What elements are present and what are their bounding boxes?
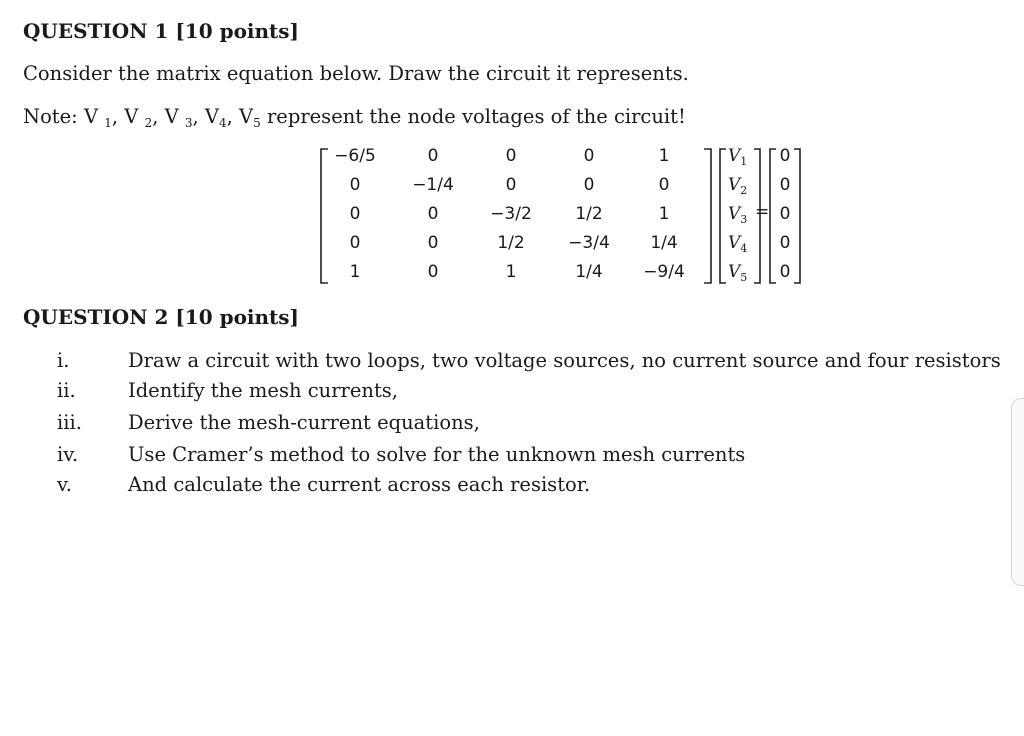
- vector-letter: V: [728, 262, 741, 282]
- matrix-cell: 0: [583, 146, 595, 166]
- vector-entry-v2: [728, 175, 747, 195]
- matrix-cell: 1/2: [575, 204, 603, 224]
- question-2-title: QUESTION 2 [10 points]: [23, 305, 300, 329]
- rhs-entry: 0: [779, 233, 791, 253]
- matrix-cell: −6/5: [334, 146, 376, 166]
- list-numeral: v.: [57, 473, 72, 496]
- matrix-right-bracket: [702, 148, 714, 284]
- vector-entry-v5: [728, 262, 747, 282]
- note-sep-2: , V: [152, 105, 185, 128]
- matrix-cell: 0: [505, 175, 517, 195]
- rhs-left-bracket: [768, 148, 778, 284]
- matrix-cell: 0: [427, 262, 439, 282]
- matrix-cell: 0: [583, 175, 595, 195]
- matrix-cell: 0: [427, 204, 439, 224]
- vector-subscript: 2: [740, 184, 748, 197]
- note-prefix: Note: V: [23, 105, 105, 128]
- list-numeral: i.: [57, 349, 70, 372]
- list-text: And calculate the current across each resistor.: [128, 473, 591, 496]
- matrix-cell: 1/2: [497, 233, 525, 253]
- vector-entry-v3: [728, 204, 747, 224]
- list-text: Use Cramer’s method to solve for the unknown mesh currents: [128, 443, 746, 466]
- rhs-entry: 0: [779, 204, 791, 224]
- equals-sign: =: [755, 202, 770, 222]
- list-text: Identify the mesh currents,: [128, 379, 398, 402]
- matrix-cell: 1: [658, 204, 670, 224]
- rhs-entry: 0: [779, 262, 791, 282]
- note-sub-5: 5: [253, 116, 261, 130]
- matrix-cell: −3/2: [490, 204, 532, 224]
- matrix-cell: −1/4: [412, 175, 454, 195]
- list-text: Draw a circuit with two loops, two voltage sources, no current source and four resistors: [128, 349, 1001, 372]
- note-sub-4: 4: [219, 116, 227, 130]
- vector-subscript: 4: [740, 242, 748, 255]
- matrix-cell: 0: [505, 146, 517, 166]
- matrix-cell: 0: [427, 146, 439, 166]
- matrix-cell: 0: [658, 175, 670, 195]
- matrix-cell: 0: [349, 175, 361, 195]
- matrix-cell: 0: [427, 233, 439, 253]
- vector-entry-v4: [728, 233, 747, 253]
- vector-subscript: 3: [740, 213, 748, 226]
- matrix-cell: 1: [349, 262, 361, 282]
- side-panel-tab[interactable]: [1011, 398, 1024, 586]
- matrix-equation: [318, 146, 818, 288]
- rhs-right-bracket: [792, 148, 802, 284]
- matrix-cell: −9/4: [643, 262, 685, 282]
- note-sub-1: 1: [104, 116, 112, 130]
- note-sep-3: , V: [192, 105, 220, 128]
- matrix-cell: 0: [349, 233, 361, 253]
- note-sep-1: , V: [111, 105, 145, 128]
- matrix-cell: −3/4: [568, 233, 610, 253]
- note-sep-4: , V: [226, 105, 254, 128]
- rhs-entry: 0: [779, 175, 791, 195]
- matrix-cell: 1/4: [650, 233, 678, 253]
- vector-letter: V: [728, 175, 741, 195]
- vector-letter: V: [728, 204, 741, 224]
- matrix-cell: 0: [349, 204, 361, 224]
- vector-letter: V: [728, 233, 741, 253]
- matrix-cell: 1/4: [575, 262, 603, 282]
- list-numeral: iv.: [57, 443, 79, 466]
- rhs-entry: 0: [779, 146, 791, 166]
- vector-subscript: 1: [740, 155, 748, 168]
- note-sub-3: 3: [184, 116, 193, 130]
- list-numeral: iii.: [57, 411, 82, 434]
- vector-entry-v1: [728, 146, 747, 166]
- list-text: Derive the mesh-current equations,: [128, 411, 480, 434]
- matrix-cell: 1: [658, 146, 670, 166]
- vector-letter: V: [728, 146, 741, 166]
- question-1-note: [23, 105, 686, 129]
- vector-left-bracket: [718, 148, 728, 284]
- vector-subscript: 5: [740, 271, 748, 284]
- list-numeral: ii.: [57, 379, 76, 402]
- question-1-prompt: Consider the matrix equation below. Draw the circuit it represents.: [23, 62, 689, 85]
- question-1-title: QUESTION 1 [10 points]: [23, 19, 300, 43]
- note-sub-2: 2: [144, 116, 153, 130]
- note-suffix: represent the node voltages of the circuit!: [260, 105, 686, 128]
- matrix-cell: 1: [505, 262, 517, 282]
